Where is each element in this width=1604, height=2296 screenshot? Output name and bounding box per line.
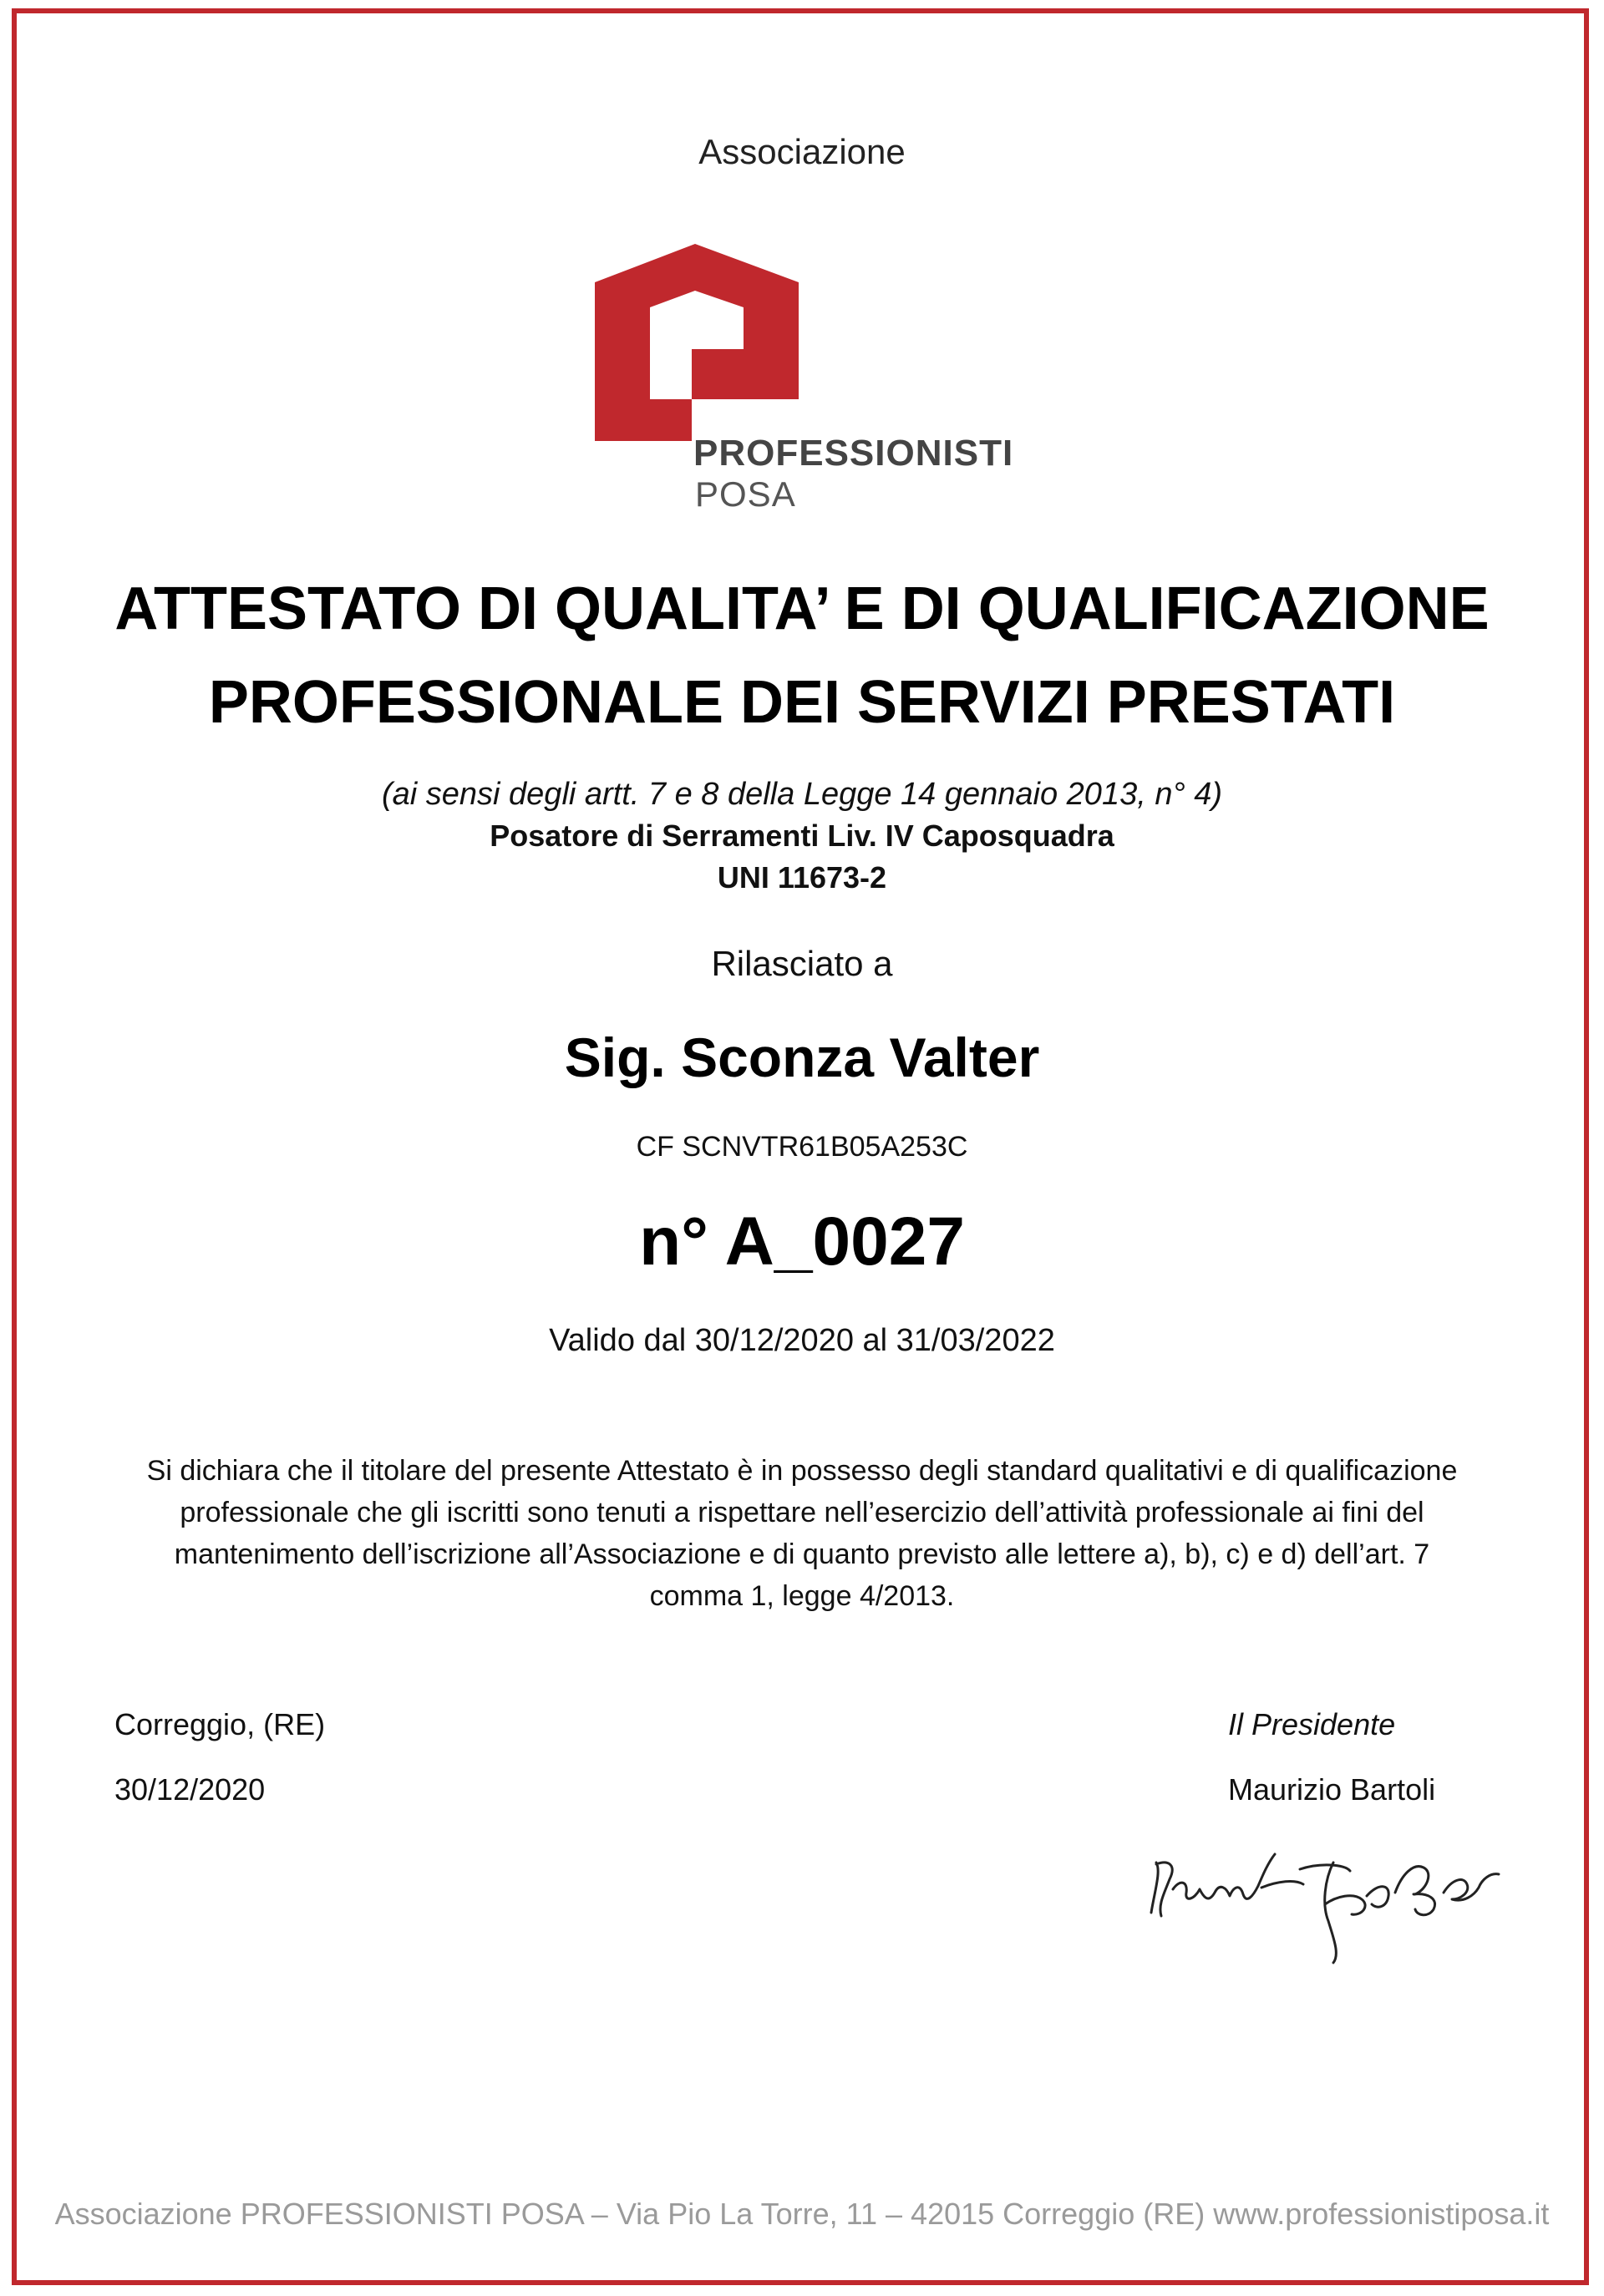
issue-place: Correggio, (RE) xyxy=(114,1707,326,1741)
logo-text-posa: POSA xyxy=(695,474,796,514)
association-label: Associazione xyxy=(698,132,906,171)
law-reference: (ai sensi degli artt. 7 e 8 della Legge 14 gennaio 2013, n° 4) xyxy=(381,777,1223,812)
certificate-number: n° A_0027 xyxy=(639,1204,965,1280)
professional-role: Posatore di Serramenti Liv. IV Caposquadra xyxy=(490,819,1114,853)
house-logo-icon xyxy=(595,244,799,441)
declaration-text: Si dichiara che il titolare del presente Attestato è in possesso degli standard qualitativi e di qualificazione professionale che gli iscritti sono tenuti a rispettare nell’esercizio dell’attività professionale ai fini del mantenimento dell’iscrizione all’Associazione e di quanto previsto alle lettere a), b), c) e d) dell’art. 7 comma 1, legge 4/2013. xyxy=(146,1455,1458,1612)
president-title: Il Presidente xyxy=(1228,1707,1396,1741)
holder-name: Sig. Sconza Valter xyxy=(564,1026,1040,1088)
logo-text-professionisti: PROFESSIONISTI xyxy=(693,433,1014,474)
norm-reference: UNI 11673-2 xyxy=(717,860,887,895)
signature-icon xyxy=(1136,1812,1520,1971)
certificate-title-line-1: ATTESTATO DI QUALITA’ E DI QUALIFICAZIONE xyxy=(114,575,1490,642)
president-name: Maurizio Bartoli xyxy=(1228,1772,1436,1807)
validity-period: Valido dal 30/12/2020 al 31/03/2022 xyxy=(549,1323,1055,1358)
footer-address: Associazione PROFESSIONISTI POSA – Via Pio La Torre, 11 – 42015 Correggio (RE) www.professionistiposa.it xyxy=(54,2197,1550,2231)
certificate-title-line-2: PROFESSIONALE DEI SERVIZI PRESTATI xyxy=(208,669,1396,736)
tax-code: CF SCNVTR61B05A253C xyxy=(636,1131,968,1163)
issued-to-label: Rilasciato a xyxy=(711,944,893,983)
issue-date: 30/12/2020 xyxy=(114,1772,266,1807)
